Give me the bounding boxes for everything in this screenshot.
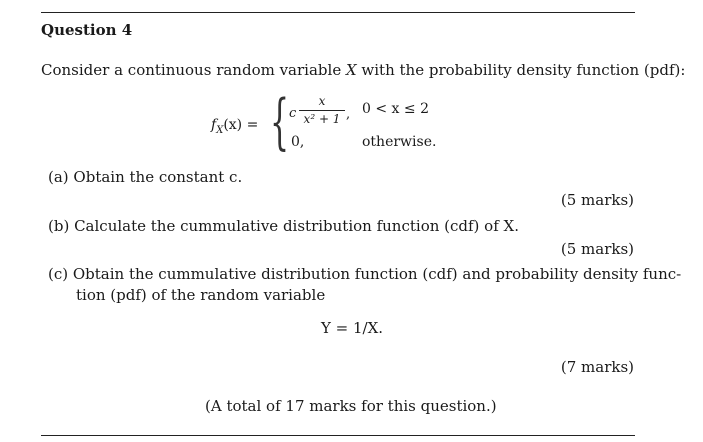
pdf-lhs-subscript: X bbox=[216, 124, 224, 136]
pdf-lhs-arg: (x) = bbox=[223, 117, 259, 133]
part-c-marks: (7 marks) bbox=[560, 358, 634, 376]
part-c-line1: (c) Obtain the cummulative distribution function (cdf) and probability density func- bbox=[48, 265, 682, 283]
intro-prefix: Consider a continuous random variable bbox=[41, 61, 346, 79]
piecewise-brace: { bbox=[270, 87, 290, 157]
intro-suffix: with the probability density function (pdf): bbox=[356, 61, 686, 79]
part-a: (a) Obtain the constant c. bbox=[48, 168, 243, 186]
top-rule bbox=[41, 12, 635, 13]
part-a-marks: (5 marks) bbox=[560, 191, 634, 209]
total-marks: (A total of 17 marks for this question.) bbox=[205, 397, 497, 415]
case1-condition: 0 < x ≤ 2 bbox=[362, 101, 429, 117]
case2-value: 0, bbox=[291, 134, 305, 150]
case1-denominator: x² + 1 bbox=[303, 112, 341, 126]
case1-fraction bbox=[299, 94, 345, 126]
part-b: (b) Calculate the cummulative distribution function (cdf) of X. bbox=[48, 217, 519, 235]
intro-variable: X bbox=[345, 61, 357, 79]
part-c-equation: Y = 1/X. bbox=[321, 319, 384, 337]
question-title: Question 4 bbox=[41, 21, 133, 39]
case1-coefficient: c bbox=[289, 106, 297, 121]
question-intro bbox=[41, 61, 685, 79]
part-c-line2: tion (pdf) of the random variable bbox=[76, 286, 326, 304]
pdf-lhs bbox=[211, 117, 258, 136]
part-b-marks: (5 marks) bbox=[560, 240, 634, 258]
case1-numerator: x bbox=[318, 94, 326, 108]
fraction-bar bbox=[299, 110, 345, 111]
bottom-rule bbox=[41, 435, 635, 436]
case2-condition: otherwise. bbox=[362, 134, 437, 150]
case1-comma: , bbox=[346, 107, 351, 122]
pdf-lhs-f: f bbox=[211, 117, 217, 133]
